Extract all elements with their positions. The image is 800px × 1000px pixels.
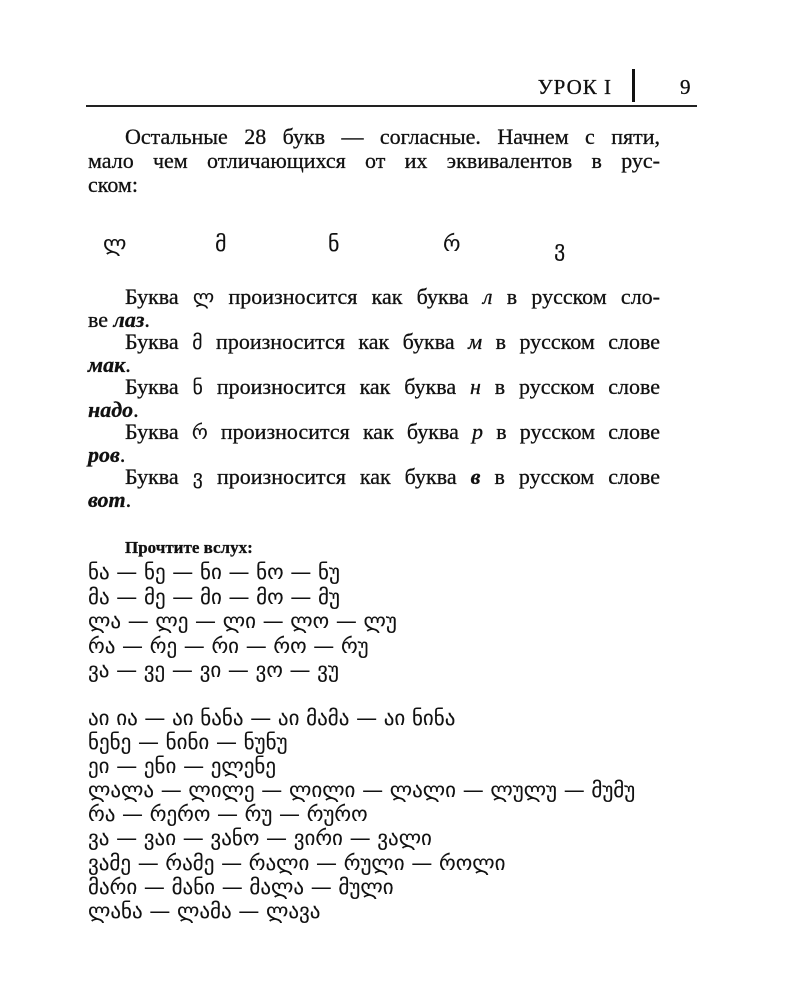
word-row: აი ია — აი ნანა — აი მამა — აი ნინა [88,706,456,730]
running-head-lesson: УРОК I [537,75,612,99]
page-number: 9 [680,75,691,99]
georgian-letter: მ [192,330,203,354]
rule-line: вот. [88,486,132,512]
example-word: мак [88,351,126,377]
read-aloud-heading: Прочтите вслух: [125,538,253,557]
header-separator-bar [632,69,635,102]
intro-line: ском: [88,172,138,197]
syllable-row: ვა — ვე — ვი — ვო — ვუ [88,658,339,682]
russian-letter: н [470,374,481,399]
word-row: ეი — ენი — ელენე [88,754,277,779]
syllable-row: რა — რე — რი — რო — რუ [88,633,369,658]
georgian-letter-rae: რ [443,232,461,257]
example-word: ров [88,441,120,467]
rule-line: ров. [88,441,126,467]
syllable-row: მა — მე — მი — მო — მუ [88,584,340,609]
word-row: ლანა — ლამა — ლავა [88,898,321,923]
rule-line: надо. [88,396,139,422]
rule-line: Буква ნ произносится как буква н в русском слове [125,374,661,399]
word-row: ნენე — ნინი — ნუნუ [88,730,288,755]
example-word: лаз [113,306,145,332]
georgian-letter-las: ლ [103,232,127,257]
intro-paragraph [88,125,660,197]
rule-line: Буква ლ произносится как буква л в русском сло- [125,284,660,309]
rule-line: Буква რ произносится как буква р в русском слове [125,419,661,444]
word-row: ლალა — ლილე — ლილი — ლალი — ლულუ — მუმუ [88,778,636,803]
pronunciation-rules [88,286,660,511]
word-row: რა — რერო — რუ — რურო [88,802,368,827]
georgian-letter: ნ [192,375,203,399]
russian-letter: м [468,329,483,354]
header-rule [86,105,697,107]
rule-line: Буква მ произносится как буква м в русском слове [125,329,661,354]
word-row: მარი — მანი — მალა — მული [88,874,394,899]
georgian-letter: ლ [192,285,215,309]
word-row: ვამე — რამე — რალი — რული — როლი [88,850,506,875]
georgian-letter: ვ [192,465,203,489]
russian-letter: р [472,419,484,444]
rule-line: ве лаз. [88,306,150,332]
georgian-letter-nar: ნ [328,232,340,257]
example-word: надо [88,396,134,422]
georgian-letter-man: მ [215,232,227,257]
word-drill [88,706,688,923]
russian-letter: л [482,284,493,309]
rule-line: мак. [88,351,131,377]
example-word: вот [88,486,126,512]
russian-letter: в [470,464,481,489]
syllable-drill [88,560,688,683]
syllable-row: ლა — ლე — ლი — ლო — ლუ [88,609,397,633]
intro-line: Остальные 28 букв — согласные. Начнем с пяти, [125,124,660,149]
georgian-letter: რ [191,420,208,444]
syllable-row: ნა — ნე — ნი — ნო — ნუ [88,560,340,584]
georgian-letter-vin: ვ [554,237,566,262]
word-row: ვა — ვაი — ვანო — ვირი — ვალი [88,826,432,851]
intro-line: мало чем отличающихся от их эквивалентов в рус- [88,148,660,173]
rule-line: Буква ვ произносится как буква в в русском слове [125,464,661,489]
